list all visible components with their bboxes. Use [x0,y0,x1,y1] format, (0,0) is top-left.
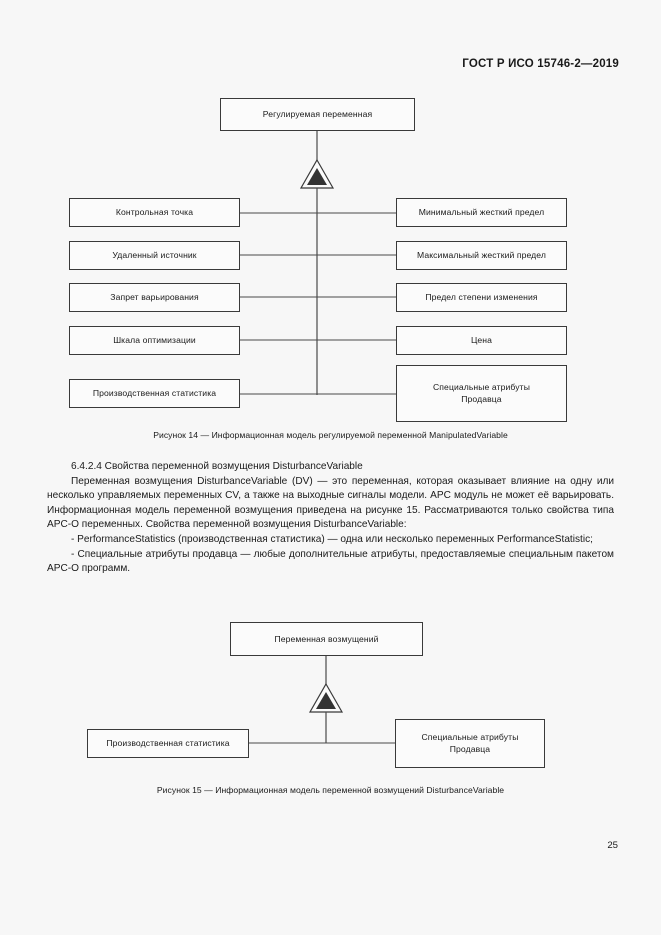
section-heading: 6.4.2.4 Свойства переменной возмущения DisturbanceVariable [71,461,363,472]
figure-14-right-node-3: Предел степени изменения [396,283,567,312]
figure-14-left-node-2: Удаленный источник [69,241,240,270]
figure-14-left-node-3: Запрет варьирования [69,283,240,312]
figure-15-right-node-line-2: Продавца [449,743,491,754]
figure-14-right-node-4: Цена [396,326,567,355]
figure-14-right-node-2: Максимальный жесткий предел [396,241,567,270]
section-text-block [47,460,614,577]
figure-15-caption: Рисунок 15 — Информационная модель переменной возмущений DisturbanceVariable [156,785,505,795]
section-paragraph-1: Переменная возмущения DisturbanceVariable (DV) — это переменная, которая оказывает влияние на одну или несколько управляемых переменных CV, а также на выходные сигналы модели. APC модуль не может её варьировать. Информационная модель переменной возмущения приведена на рисунке 15. Рассматриваются только свойства типа APC-O переменных. Свойства переменной возмущения DisturbanceVariable: [47,475,614,531]
figure-14-root-node: Регулируемая переменная [220,98,415,131]
section-bullet-2: - Специальные атрибуты продавца — любые дополнительные атрибуты, предоставляемые специальным пакетом APC-O программ. [47,548,614,575]
figure-14-left-node-4: Шкала оптимизации [69,326,240,355]
document-header: ГОСТ Р ИСО 15746-2—2019 [462,58,619,70]
figure-14-caption: Рисунок 14 — Информационная модель регулируемой переменной ManipulatedVariable [153,430,508,440]
figure-14-right-node-5-line-2: Продавца [461,393,502,404]
figure-14-left-node-1: Контрольная точка [69,198,240,227]
figure-14-right-node-5 [396,365,567,422]
figure-14-right-node-1: Минимальный жесткий предел [396,198,567,227]
section-bullet-1: - PerformanceStatistics (производственная статистика) — одна или несколько переменных PerformanceStatistic; [71,533,593,545]
figure-15-root-node: Переменная возмущений [230,622,423,656]
figure-14-right-node-5-line-1: Специальные атрибуты [433,382,530,393]
figure-15-left-node: Производственная статистика [87,729,249,758]
figure-14-left-node-5: Производственная статистика [69,379,240,408]
figure-14-diagram [0,98,661,418]
figure-15-diagram [0,622,661,772]
figure-15-right-node-line-1: Специальные атрибуты [421,732,519,743]
page-number: 25 [607,840,618,851]
figure-15-right-node [395,719,545,768]
